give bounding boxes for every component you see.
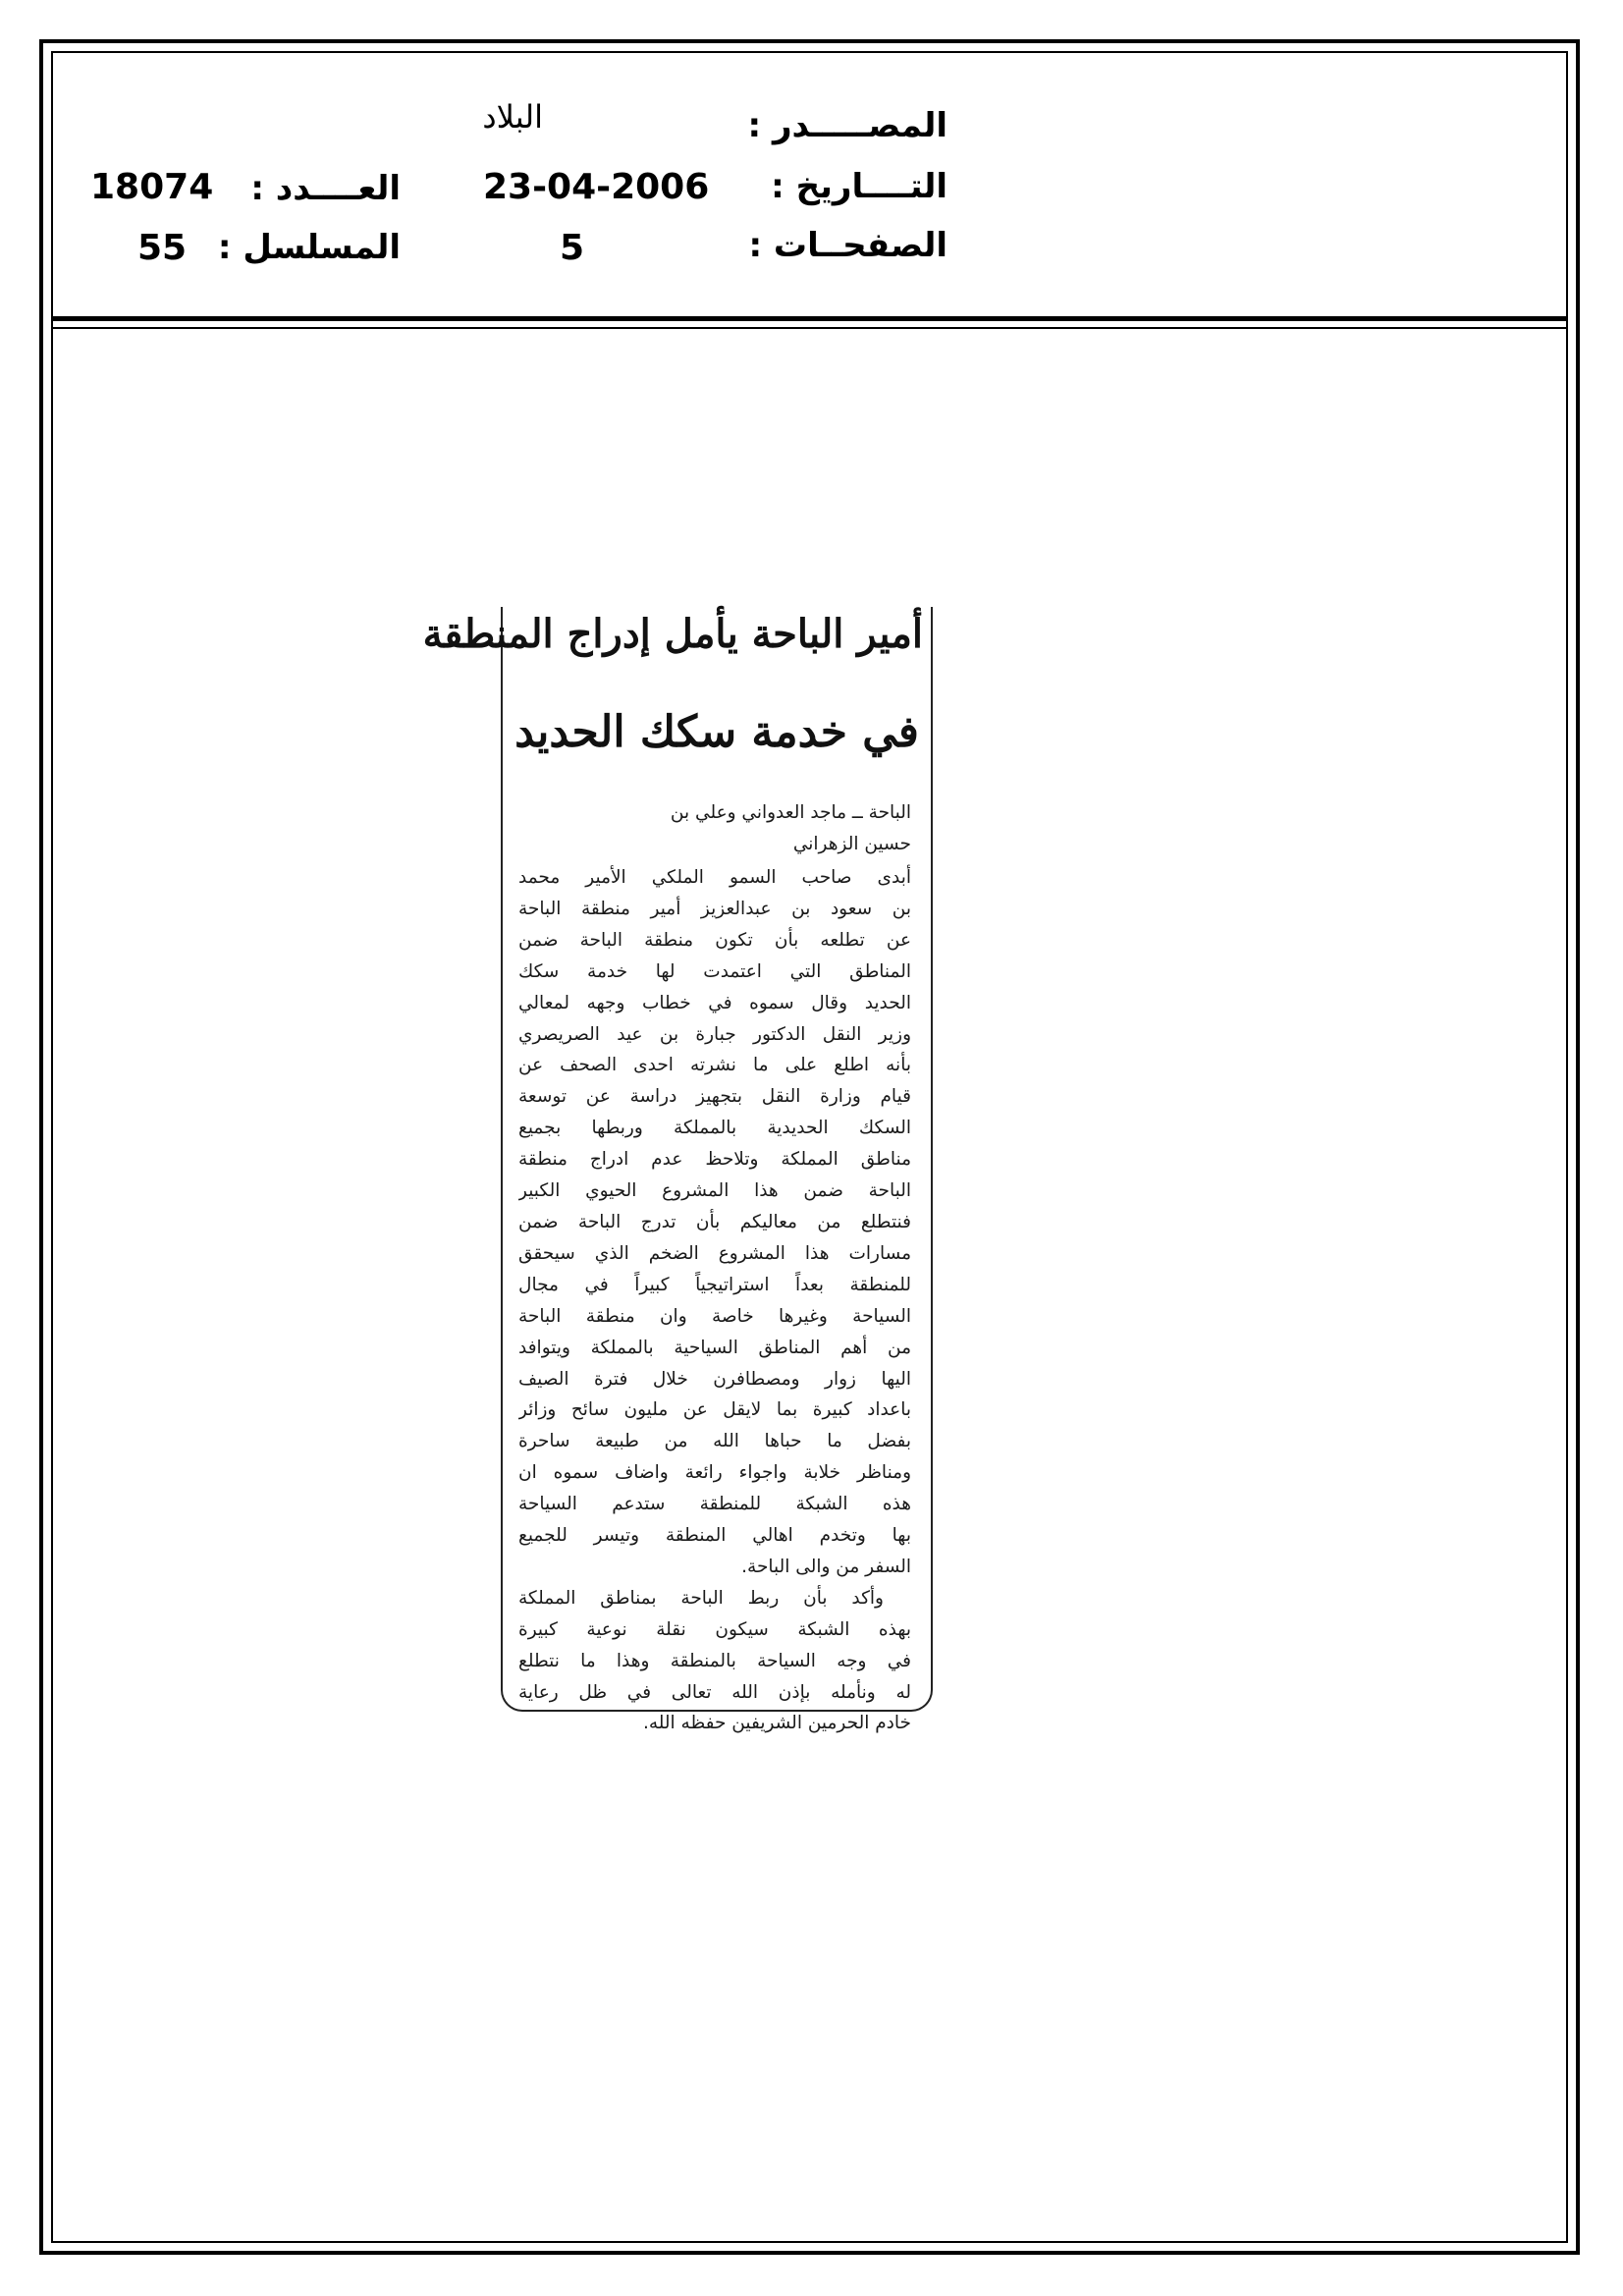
serial-label: المسلسل :	[217, 228, 401, 267]
article-byline-line1: الباحة ــ ماجد العدواني وعلي بن	[670, 802, 911, 823]
article-body-line: وزير النقل الدكتور جبارة بن عيد الصريصري	[518, 1023, 911, 1045]
issue-value: 18074	[90, 167, 214, 207]
date-value: 23-04-2006	[483, 167, 710, 207]
article-body-line: له ونأمله بإذن الله تعالى في ظل رعاية	[518, 1681, 911, 1703]
article-body-line: أبدى صاحب السمو الملكي الأمير محمد	[518, 867, 911, 888]
article-body-line: السياحة وغيرها خاصة وان منطقة الباحة	[518, 1305, 911, 1327]
article-body-line: مناطق المملكة وتلاحظ عدم ادراج منطقة	[518, 1149, 911, 1171]
date-label: التــــاريخ :	[771, 167, 947, 206]
article-body-line: في وجه السياحة بالمنطقة وهذا ما نتطلع	[518, 1650, 911, 1671]
article-body-line: هذه الشبكة للمنطقة ستدعم السياحة	[518, 1494, 911, 1515]
source-value: البلاد	[482, 98, 543, 136]
article-body-line: وأكد بأن ربط الباحة بمناطق المملكة	[518, 1587, 884, 1609]
article-body-line: بهذه الشبكة سيكون نقلة نوعية كبيرة	[518, 1618, 911, 1640]
article-headline-line1: أمير الباحة يأمل إدراج المنطقة	[422, 611, 923, 657]
article-body-line: بن سعود بن عبدالعزيز أمير منطقة الباحة	[518, 898, 911, 919]
article-body-line: خادم الحرمين الشريفين حفظه الله.	[642, 1713, 911, 1734]
article-body-line: مسارات هذا المشروع الضخم الذي سيحقق	[518, 1242, 911, 1264]
article-body-line: المناطق التي اعتمدت لها خدمة سكك	[518, 960, 911, 982]
article-body-line: بفضل ما حباها الله من طبيعة ساحرة	[518, 1431, 911, 1452]
article-body-line: بها وتخدم اهالي المنطقة وتيسر للجميع	[518, 1525, 911, 1547]
article-body-line: عن تطلعه بأن تكون منطقة الباحة ضمن	[518, 929, 911, 951]
serial-value: 55	[137, 228, 188, 268]
pages-label: الصفحــات :	[748, 226, 947, 265]
pages-value: 5	[560, 228, 585, 268]
article-body-line: فنتطلع من معاليكم بأن تدرج الباحة ضمن	[518, 1211, 911, 1232]
article-body-line: السفر من والى الباحة.	[741, 1556, 911, 1577]
source-label: المصـــــدر :	[747, 106, 947, 145]
issue-label: العــــدد :	[250, 169, 401, 208]
article-body-line: بأنه اطلع على ما نشرته احدى الصحف عن	[518, 1055, 911, 1076]
article-body-line: ومناظر خلابة واجواء رائعة واضاف سموه ان	[518, 1462, 911, 1484]
article-body-line: السكك الحديدية بالمملكة وربطها بجميع	[518, 1118, 911, 1139]
article-headline-line2: في خدمة سكك الحديد	[514, 707, 919, 757]
article-body-line: من أهم المناطق السياحية بالمملكة ويتوافد	[518, 1337, 911, 1358]
header-divider-thin	[51, 327, 1568, 329]
article-byline-line2: حسين الزهراني	[792, 834, 911, 854]
article-body-line: الباحة ضمن هذا المشروع الحيوي الكبير	[518, 1180, 911, 1202]
article-body-line: قيام وزارة النقل بتجهيز دراسة عن توسعة	[518, 1086, 911, 1108]
article-body-line: للمنطقة بعداً استراتيجياً كبيراً في مجال	[518, 1274, 911, 1295]
header-divider-thick	[51, 316, 1568, 321]
article-body	[518, 862, 911, 1739]
article-body-line: الحديد وقال سموه في خطاب وجهه لمعالي	[518, 992, 911, 1013]
article-body-line: باعداد كبيرة بما لايقل عن مليون سائح وزائر	[518, 1399, 911, 1421]
article-body-line: اليها زوار ومصطافرن خلال فترة الصيف	[518, 1368, 911, 1390]
